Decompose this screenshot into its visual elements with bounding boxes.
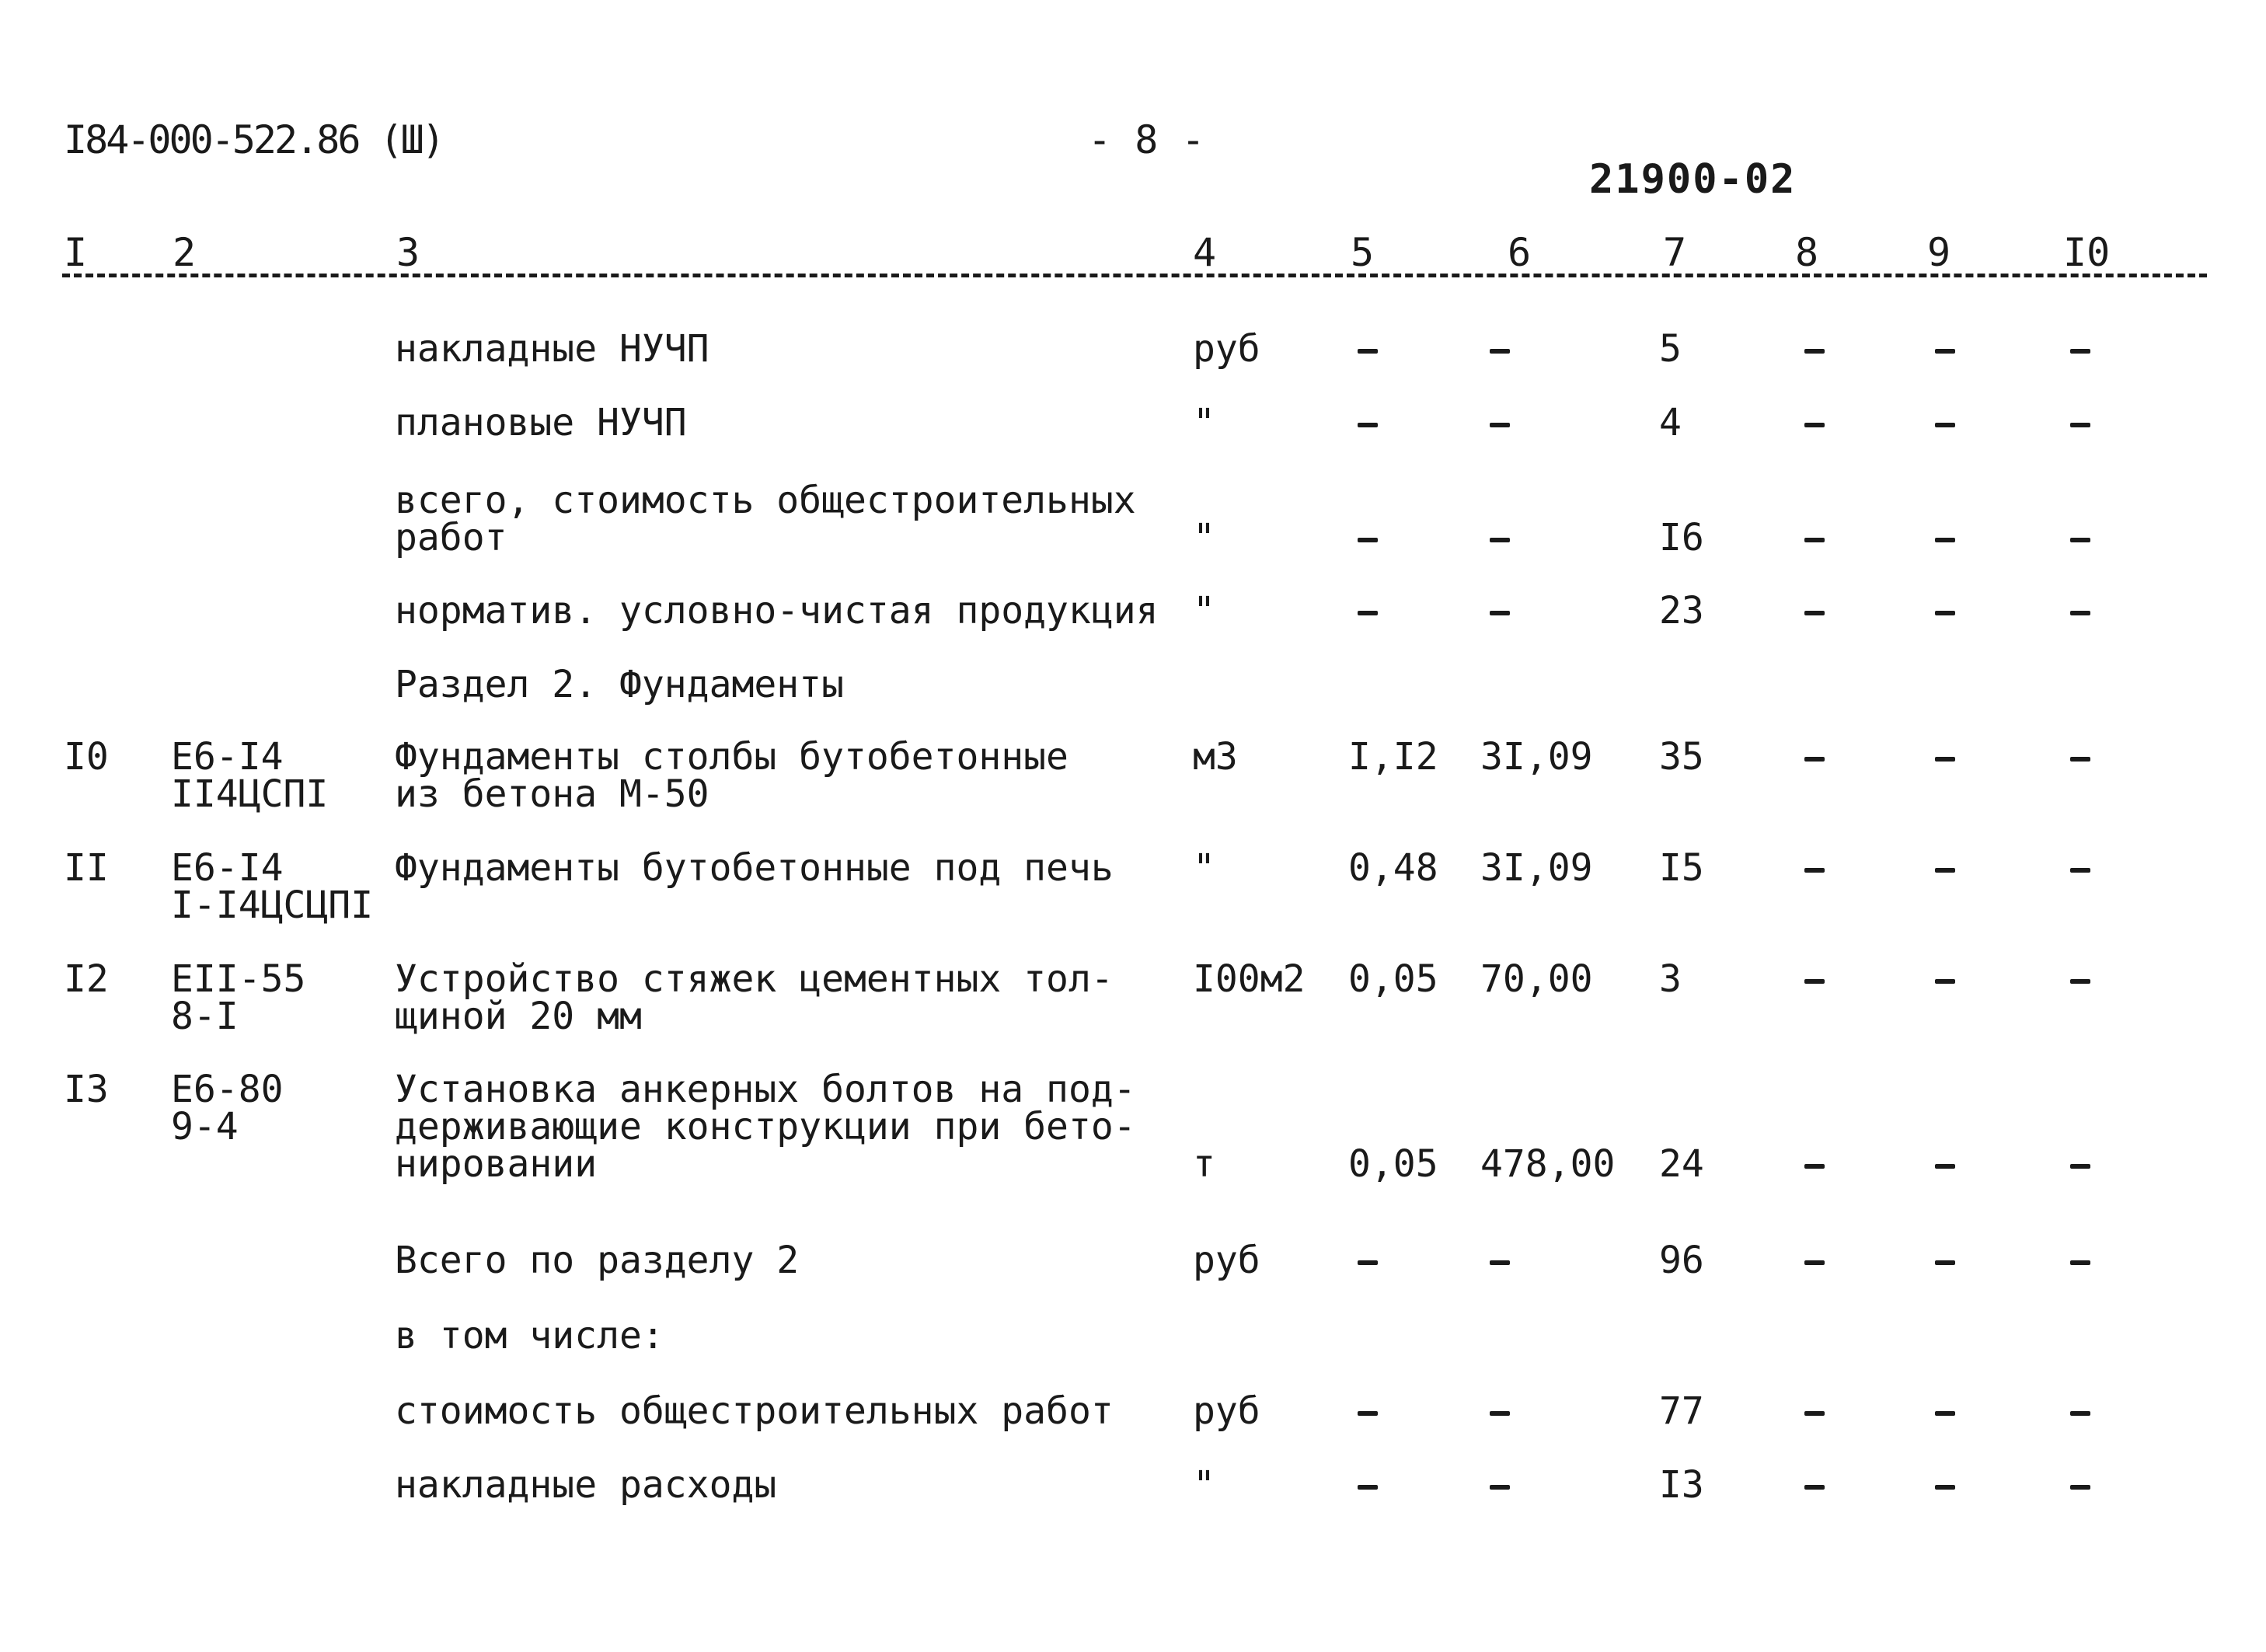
total-cost: 24 [1659,1142,1704,1186]
column-10-value-dash [2070,611,2090,615]
total-cost: 5 [1659,327,1682,371]
unit: " [1193,589,1215,633]
column-10-value-dash [2070,1485,2090,1490]
column-8-value-dash [1804,979,1825,984]
unit-price: 3I,09 [1480,735,1593,779]
unit-price-dash [1490,349,1510,354]
column-10-value-dash [2070,1164,2090,1169]
work-description: накладные расходы [395,1463,777,1507]
total-cost: I3 [1659,1463,1704,1507]
quantity-dash [1358,349,1378,354]
column-9-value-dash [1935,1411,1955,1416]
unit: " [1193,516,1215,559]
work-description: стоимость общестроительных работ [395,1389,1114,1433]
registration-stamp: 21900-02 [1589,156,1797,203]
work-description: Фундаменты бутобетонные под печь [395,846,1114,890]
column-10-value-dash [2070,1411,2090,1416]
unit-price: 3I,09 [1480,846,1593,890]
column-9-value-dash [1935,1164,1955,1169]
quantity-dash [1358,1411,1378,1416]
quantity-dash [1358,1260,1378,1265]
column-8-value-dash [1804,868,1825,873]
work-description: плановые НУЧП [395,401,687,444]
page-number: - 8 - [1088,117,1205,162]
column-9-value-dash [1935,1260,1955,1265]
column-header-8: 8 [1795,230,1819,275]
work-description: накладные НУЧП [395,327,709,371]
column-8-value-dash [1804,349,1825,354]
rate-code: Е6-I4 I-I4ЦСЦПI [171,846,374,927]
column-header-1: I [64,230,88,275]
unit-price-dash [1490,1260,1510,1265]
column-9-value-dash [1935,868,1955,873]
column-9-value-dash [1935,423,1955,427]
work-description: всего, стоимость общестроительных работ [395,479,1136,559]
row-number: I0 [64,735,109,779]
work-description: Установка анкерных болтов на под- держивающие конструкции при бето- нировании [395,1068,1136,1186]
column-10-value-dash [2070,538,2090,542]
quantity: 0,48 [1348,846,1438,890]
rate-code: ЕII-55 8-I [171,957,306,1038]
column-10-value-dash [2070,979,2090,984]
column-10-value-dash [2070,868,2090,873]
column-10-value-dash [2070,1260,2090,1265]
quantity: I,I2 [1348,735,1438,779]
work-description: Фундаменты столбы бутобетонные из бетона М-50 [395,735,1069,816]
column-8-value-dash [1804,611,1825,615]
column-9-value-dash [1935,538,1955,542]
total-cost: 77 [1659,1389,1704,1433]
column-8-value-dash [1804,423,1825,427]
total-cost: I6 [1659,516,1704,559]
column-10-value-dash [2070,423,2090,427]
unit-price-dash [1490,1485,1510,1490]
quantity-dash [1358,1485,1378,1490]
quantity-dash [1358,538,1378,542]
unit: " [1193,846,1215,890]
total-cost: I5 [1659,846,1704,890]
unit-price-dash [1490,538,1510,542]
column-9-value-dash [1935,349,1955,354]
row-number: II [64,846,109,890]
column-9-value-dash [1935,611,1955,615]
quantity-dash [1358,611,1378,615]
work-description: Всего по разделу 2 [395,1239,800,1282]
total-cost: 4 [1659,401,1682,444]
column-header-2: 2 [173,230,197,275]
unit: руб [1193,1239,1260,1282]
column-9-value-dash [1935,757,1955,762]
total-cost: 35 [1659,735,1704,779]
column-10-value-dash [2070,349,2090,354]
unit: " [1193,401,1215,444]
unit: руб [1193,1389,1260,1433]
column-header-7: 7 [1663,230,1687,275]
row-number: I2 [64,957,109,1001]
unit: т [1193,1142,1215,1186]
unit-price-dash [1490,611,1510,615]
work-description: в том числе: [395,1314,664,1357]
column-header-5: 5 [1351,230,1375,275]
work-description: норматив. условно-чистая продукция [395,589,1159,633]
row-number: I3 [64,1068,109,1111]
column-header-10: I0 [2063,230,2111,275]
total-cost: 3 [1659,957,1682,1001]
unit: I00м2 [1193,957,1306,1001]
document-code: I84-000-522.86 (Ш) [64,117,443,162]
total-cost: 23 [1659,589,1704,633]
quantity: 0,05 [1348,957,1438,1001]
column-header-3: 3 [396,230,420,275]
column-10-value-dash [2070,757,2090,762]
work-description: Устройство стяжек цементных тол- щиной 20 мм [395,957,1114,1038]
column-8-value-dash [1804,538,1825,542]
column-9-value-dash [1935,1485,1955,1490]
quantity: 0,05 [1348,1142,1438,1186]
column-8-value-dash [1804,757,1825,762]
column-header-9: 9 [1927,230,1951,275]
column-8-value-dash [1804,1411,1825,1416]
column-header-4: 4 [1193,230,1217,275]
column-8-value-dash [1804,1164,1825,1169]
column-9-value-dash [1935,979,1955,984]
unit: руб [1193,327,1260,371]
total-cost: 96 [1659,1239,1704,1282]
unit: " [1193,1463,1215,1507]
quantity-dash [1358,423,1378,427]
work-description: Раздел 2. Фундаменты [395,663,844,706]
unit-price-dash [1490,423,1510,427]
column-8-value-dash [1804,1485,1825,1490]
rate-code: Е6-80 9-4 [171,1068,284,1148]
column-header-6: 6 [1508,230,1532,275]
unit-price-dash [1490,1411,1510,1416]
unit-price: 478,00 [1480,1142,1616,1186]
header-rule [62,274,2207,277]
column-8-value-dash [1804,1260,1825,1265]
unit: м3 [1193,735,1238,779]
rate-code: Е6-I4 II4ЦСПI [171,735,329,816]
unit-price: 70,00 [1480,957,1593,1001]
